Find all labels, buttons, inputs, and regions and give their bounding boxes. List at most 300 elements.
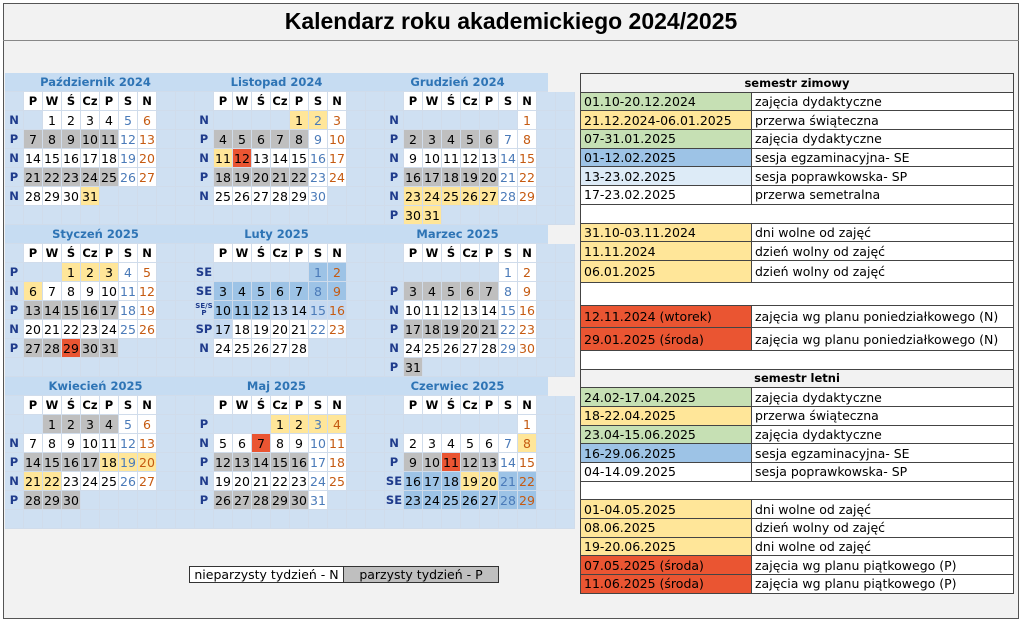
day-cell: 19 [119, 453, 138, 472]
day-cell: 2 [518, 263, 537, 282]
week-type-label: SE/S P [195, 301, 214, 320]
day-cell: 29 [499, 339, 518, 358]
spacer-cell [176, 187, 195, 206]
day-cell [138, 339, 157, 358]
day-cell: 6 [233, 434, 252, 453]
info-row [580, 93, 1014, 112]
day-cell [233, 415, 252, 434]
day-cell: 6 [461, 282, 480, 301]
day-cell: 14 [43, 301, 62, 320]
info-row [580, 306, 1014, 329]
day-cell: 13 [271, 301, 290, 320]
day-cell [499, 358, 518, 377]
day-cell: 8 [290, 130, 309, 149]
spacer-cell [347, 510, 366, 529]
spacer-cell [176, 358, 195, 377]
day-cell: 26 [233, 187, 252, 206]
spacer-cell [537, 320, 556, 339]
week-type-cell [5, 92, 24, 111]
day-header: Cz [271, 396, 290, 415]
spacer-cell [556, 111, 575, 130]
day-cell [442, 206, 461, 225]
day-cell: 10 [214, 301, 233, 320]
day-cell: 7 [271, 130, 290, 149]
day-cell [138, 510, 157, 529]
spacer-cell [176, 320, 195, 339]
day-cell: 28 [252, 491, 271, 510]
day-cell: 26 [214, 491, 233, 510]
day-cell: 16 [404, 168, 423, 187]
day-cell: 29 [43, 187, 62, 206]
day-cell: 22 [290, 168, 309, 187]
info-date: 31.10-03.11.2024 [581, 224, 752, 242]
day-cell: 29 [62, 339, 81, 358]
day-cell [404, 510, 423, 529]
day-header: N [138, 92, 157, 111]
day-header: Ś [62, 244, 81, 263]
spacer-cell [157, 396, 176, 415]
day-header-row [5, 92, 575, 111]
day-cell: 15 [43, 149, 62, 168]
spacer-cell [176, 282, 195, 301]
day-cell: 10 [81, 130, 100, 149]
day-cell: 21 [43, 320, 62, 339]
day-cell: 10 [404, 301, 423, 320]
info-date: 01-12.02.2025 [581, 149, 752, 167]
week-type-label: P [385, 130, 404, 149]
day-cell [214, 206, 233, 225]
day-cell [442, 111, 461, 130]
day-cell [423, 111, 442, 130]
week-type-label: P [5, 263, 24, 282]
day-cell: 14 [290, 301, 309, 320]
day-cell: 17 [309, 453, 328, 472]
day-cell: 8 [43, 130, 62, 149]
week-type-label: P [5, 301, 24, 320]
day-cell: 3 [81, 111, 100, 130]
day-cell: 14 [499, 453, 518, 472]
info-date: 17-23.02.2025 [581, 186, 752, 204]
day-cell: 26 [442, 339, 461, 358]
day-header: Cz [271, 244, 290, 263]
spacer-cell [537, 168, 556, 187]
day-cell: 6 [24, 282, 43, 301]
day-header: P [214, 396, 233, 415]
day-header: P [290, 244, 309, 263]
day-header: W [423, 92, 442, 111]
day-cell: 12 [214, 453, 233, 472]
week-row [5, 168, 575, 187]
day-cell [480, 206, 499, 225]
spacer-cell [176, 472, 195, 491]
day-cell: 3 [81, 415, 100, 434]
day-cell: 4 [119, 263, 138, 282]
legend-even-week: parzysty tydzień - P [344, 566, 499, 583]
spacer-cell [366, 453, 385, 472]
day-cell: 3 [404, 282, 423, 301]
spacer-cell [556, 149, 575, 168]
day-cell [81, 206, 100, 225]
week-row [5, 130, 575, 149]
day-cell: 8 [309, 282, 328, 301]
spacer-cell [537, 415, 556, 434]
day-cell [43, 358, 62, 377]
day-cell: 7 [24, 434, 43, 453]
day-cell [233, 206, 252, 225]
info-description: zajęcia wg planu piątkowego (P) [755, 576, 957, 592]
info-date: 23.04-15.06.2025 [581, 426, 752, 444]
spacer-cell [556, 434, 575, 453]
month-header-row [5, 73, 575, 92]
day-cell [233, 510, 252, 529]
day-cell: 25 [442, 491, 461, 510]
day-cell: 28 [24, 187, 43, 206]
week-row [5, 282, 575, 301]
day-cell: 5 [214, 434, 233, 453]
day-cell: 18 [423, 320, 442, 339]
day-cell: 19 [119, 149, 138, 168]
day-cell: 9 [328, 282, 347, 301]
day-cell: 12 [461, 149, 480, 168]
spacer-cell [157, 453, 176, 472]
day-cell [518, 358, 537, 377]
day-header: P [480, 396, 499, 415]
day-cell: 4 [423, 282, 442, 301]
day-cell: 2 [404, 434, 423, 453]
day-header: P [24, 396, 43, 415]
week-type-label: N [385, 339, 404, 358]
day-cell: 13 [480, 149, 499, 168]
info-description: zajęcia dydaktyczne [755, 131, 882, 147]
day-cell: 4 [100, 111, 119, 130]
day-cell: 11 [214, 149, 233, 168]
day-cell: 4 [328, 415, 347, 434]
day-cell: 21 [252, 472, 271, 491]
day-cell: 15 [309, 301, 328, 320]
month-header-row [5, 225, 575, 244]
day-cell [442, 415, 461, 434]
spacer-cell [537, 206, 556, 225]
semester-heading: semestr zimowy [580, 74, 1014, 93]
spacer-cell [176, 149, 195, 168]
week-type-label [195, 206, 214, 225]
day-cell: 7 [480, 282, 499, 301]
spacer-cell [537, 263, 556, 282]
day-cell [43, 263, 62, 282]
day-header: S [499, 92, 518, 111]
day-cell: 22 [309, 320, 328, 339]
spacer-cell [347, 149, 366, 168]
day-cell [442, 263, 461, 282]
day-cell: 29 [43, 491, 62, 510]
day-cell [214, 415, 233, 434]
spacer-cell [347, 111, 366, 130]
day-cell: 1 [309, 263, 328, 282]
day-cell [138, 491, 157, 510]
day-header: W [423, 244, 442, 263]
week-legend [189, 566, 499, 583]
day-cell: 16 [62, 149, 81, 168]
info-date: 06.01.2025 [581, 261, 752, 283]
day-cell: 28 [43, 339, 62, 358]
day-cell: 27 [252, 187, 271, 206]
day-cell: 5 [138, 263, 157, 282]
spacer-cell [537, 491, 556, 510]
spacer-cell [347, 339, 366, 358]
day-cell: 2 [290, 415, 309, 434]
spacer-cell [366, 434, 385, 453]
day-header: S [119, 92, 138, 111]
day-cell [100, 491, 119, 510]
week-row [5, 206, 575, 225]
day-header: N [518, 244, 537, 263]
day-cell: 5 [119, 111, 138, 130]
day-cell: 26 [461, 491, 480, 510]
day-cell [214, 358, 233, 377]
day-cell: 29 [518, 187, 537, 206]
spacer-cell [176, 301, 195, 320]
week-type-cell [5, 396, 24, 415]
day-cell: 12 [442, 301, 461, 320]
day-cell: 28 [480, 339, 499, 358]
day-cell: 8 [62, 282, 81, 301]
spacer-cell [157, 130, 176, 149]
day-cell [328, 187, 347, 206]
empty-row [580, 482, 1014, 501]
week-type-label: N [195, 111, 214, 130]
day-cell: 23 [404, 491, 423, 510]
spacer-cell [537, 130, 556, 149]
day-cell: 1 [43, 415, 62, 434]
day-cell: 16 [518, 301, 537, 320]
day-cell: 28 [271, 187, 290, 206]
day-cell [62, 358, 81, 377]
day-header: Ś [442, 92, 461, 111]
day-header: W [233, 92, 252, 111]
spacer-cell [176, 111, 195, 130]
week-type-label: P [5, 339, 24, 358]
day-header: P [404, 396, 423, 415]
day-cell [461, 358, 480, 377]
day-cell [119, 206, 138, 225]
page-title: Kalendarz roku akademickiego 2024/2025 [3, 3, 1019, 41]
spacer-cell [537, 301, 556, 320]
day-cell [119, 491, 138, 510]
day-cell [252, 206, 271, 225]
day-cell: 14 [252, 453, 271, 472]
spacer-cell [157, 301, 176, 320]
day-cell: 19 [252, 320, 271, 339]
day-cell: 6 [480, 434, 499, 453]
spacer-cell [537, 358, 556, 377]
day-cell [271, 358, 290, 377]
day-header: P [404, 244, 423, 263]
day-cell [404, 415, 423, 434]
day-cell: 4 [442, 130, 461, 149]
day-cell: 19 [233, 168, 252, 187]
spacer-cell [556, 453, 575, 472]
day-cell: 15 [290, 149, 309, 168]
day-cell [328, 339, 347, 358]
day-cell: 17 [81, 149, 100, 168]
day-cell: 24 [81, 168, 100, 187]
week-type-label: P [385, 453, 404, 472]
week-type-label: P [385, 206, 404, 225]
day-cell: 1 [499, 263, 518, 282]
day-cell: 31 [81, 187, 100, 206]
day-cell: 17 [423, 168, 442, 187]
month-header-row [5, 377, 575, 396]
week-type-cell [385, 92, 404, 111]
spacer-cell [176, 510, 195, 529]
day-header: P [480, 92, 499, 111]
info-date: 29.01.2025 (środa) [581, 328, 752, 350]
day-cell: 9 [309, 130, 328, 149]
day-cell [24, 111, 43, 130]
day-cell [43, 206, 62, 225]
week-type-label: N [385, 149, 404, 168]
day-cell: 23 [404, 187, 423, 206]
day-cell: 26 [138, 320, 157, 339]
day-cell: 28 [499, 187, 518, 206]
day-header: P [290, 396, 309, 415]
week-type-label: N [385, 187, 404, 206]
spacer-cell [556, 92, 575, 111]
day-cell: 30 [518, 339, 537, 358]
week-type-cell [195, 244, 214, 263]
month-title: Styczeń 2025 [5, 225, 186, 244]
spacer-cell [157, 111, 176, 130]
spacer-cell [556, 472, 575, 491]
day-cell: 12 [119, 434, 138, 453]
day-cell: 7 [43, 282, 62, 301]
day-cell: 21 [480, 320, 499, 339]
day-cell [499, 206, 518, 225]
day-cell [499, 415, 518, 434]
day-cell: 23 [328, 320, 347, 339]
info-description: zajęcia wg planu piątkowego (P) [755, 557, 957, 573]
day-cell: 27 [480, 187, 499, 206]
spacer-cell [347, 358, 366, 377]
day-cell: 3 [423, 434, 442, 453]
day-cell [328, 491, 347, 510]
day-cell: 20 [24, 320, 43, 339]
day-cell: 16 [309, 149, 328, 168]
info-row [580, 224, 1014, 243]
day-cell: 11 [442, 453, 461, 472]
info-date: 12.11.2024 (wtorek) [581, 306, 752, 328]
info-description: przerwa semetralna [755, 187, 881, 203]
day-cell [271, 263, 290, 282]
day-cell: 11 [423, 301, 442, 320]
info-row [580, 388, 1014, 407]
info-row [580, 167, 1014, 186]
week-type-label [385, 263, 404, 282]
day-cell: 17 [328, 149, 347, 168]
day-cell [499, 510, 518, 529]
day-cell: 22 [43, 472, 62, 491]
day-header: Cz [271, 92, 290, 111]
week-type-label: N [385, 434, 404, 453]
day-cell [214, 510, 233, 529]
day-cell: 12 [119, 130, 138, 149]
day-cell: 20 [271, 320, 290, 339]
day-header: P [24, 244, 43, 263]
spacer-cell [157, 263, 176, 282]
spacer-cell [157, 187, 176, 206]
day-cell: 9 [404, 149, 423, 168]
day-cell: 2 [81, 263, 100, 282]
day-cell: 12 [252, 301, 271, 320]
spacer-cell [537, 472, 556, 491]
day-cell [252, 510, 271, 529]
week-row [5, 510, 575, 529]
day-cell [81, 510, 100, 529]
day-cell: 16 [404, 472, 423, 491]
spacer-cell [176, 339, 195, 358]
day-cell: 8 [43, 434, 62, 453]
day-cell: 24 [214, 339, 233, 358]
day-cell: 10 [328, 130, 347, 149]
week-type-label [385, 415, 404, 434]
day-cell [271, 510, 290, 529]
spacer-cell [347, 396, 366, 415]
day-cell [480, 415, 499, 434]
day-cell: 9 [518, 282, 537, 301]
day-cell: 24 [100, 320, 119, 339]
info-description: zajęcia dydaktyczne [755, 94, 882, 110]
day-cell: 13 [252, 149, 271, 168]
day-cell [62, 206, 81, 225]
info-row [580, 500, 1014, 519]
day-header: Ś [62, 92, 81, 111]
day-header: S [309, 244, 328, 263]
day-cell [461, 510, 480, 529]
day-cell: 24 [423, 491, 442, 510]
week-type-label: N [5, 282, 24, 301]
spacer-cell [537, 244, 556, 263]
spacer-cell [366, 320, 385, 339]
day-cell: 28 [499, 491, 518, 510]
day-cell: 21 [499, 168, 518, 187]
day-cell [442, 510, 461, 529]
week-type-label: N [195, 434, 214, 453]
week-type-label [5, 358, 24, 377]
day-header: P [290, 92, 309, 111]
spacer-cell [347, 244, 366, 263]
day-cell: 14 [24, 453, 43, 472]
spacer-cell [366, 282, 385, 301]
week-type-cell [385, 396, 404, 415]
spacer-cell [347, 415, 366, 434]
day-cell: 13 [138, 130, 157, 149]
day-cell: 1 [290, 111, 309, 130]
week-type-label [195, 510, 214, 529]
spacer-cell [537, 92, 556, 111]
day-cell: 5 [442, 282, 461, 301]
day-cell: 19 [461, 168, 480, 187]
day-cell [461, 263, 480, 282]
info-date: 08.06.2025 [581, 519, 752, 537]
day-cell: 25 [119, 320, 138, 339]
day-cell [24, 263, 43, 282]
day-cell: 24 [328, 168, 347, 187]
day-cell [423, 263, 442, 282]
spacer-cell [347, 130, 366, 149]
info-row [580, 538, 1014, 557]
week-type-cell [195, 92, 214, 111]
day-cell: 7 [252, 434, 271, 453]
